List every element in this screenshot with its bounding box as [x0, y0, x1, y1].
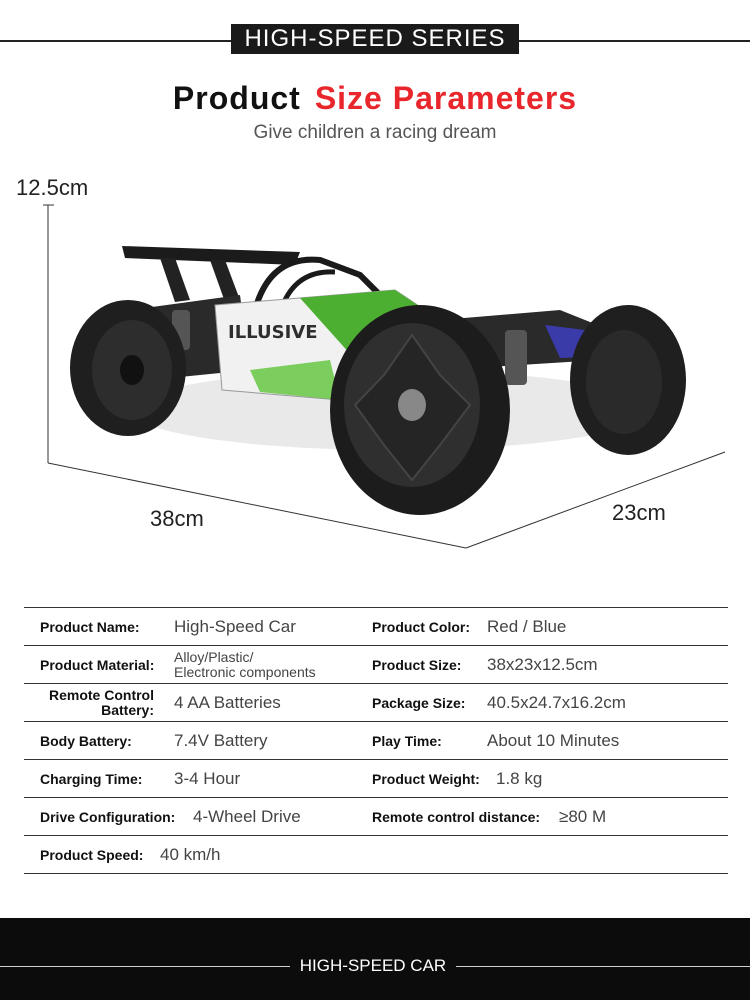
spec-row [24, 722, 728, 760]
series-badge: HIGH-SPEED SERIES [231, 24, 519, 54]
title-product: Product [172, 80, 301, 116]
width-dimension-label: 23cm [612, 500, 666, 525]
spec-label-line: Battery: [101, 702, 154, 718]
spec-value: Red / Blue [487, 617, 567, 636]
spec-label: Product Color: [372, 619, 470, 635]
spec-value-line: Electronic components [174, 664, 316, 680]
spec-row [24, 608, 728, 646]
spec-row [24, 646, 728, 684]
page-title [0, 80, 750, 117]
footer-title: HIGH-SPEED CAR [299, 956, 447, 975]
width-dimension-line [466, 452, 725, 548]
spec-value: 7.4V Battery [174, 731, 268, 750]
spec-row [24, 798, 728, 836]
spec-label: Body Battery: [40, 733, 132, 749]
spec-label: Product Weight: [372, 771, 480, 787]
rear-left-wheel [70, 300, 186, 436]
title-size-parameters: Size Parameters [314, 80, 578, 116]
car-label-text: ILLUSIVE [228, 322, 318, 343]
spec-value-multiline [174, 646, 316, 684]
spec-value: 40 km/h [160, 845, 221, 864]
spec-table [24, 607, 728, 874]
spec-value: ≥80 M [559, 807, 607, 826]
spec-value: About 10 Minutes [487, 731, 620, 750]
car-dimension-diagram [0, 160, 750, 580]
spec-value: 4-Wheel Drive [193, 807, 301, 826]
spec-label: Charging Time: [40, 771, 143, 787]
spec-value: 4 AA Batteries [174, 693, 281, 712]
spec-label: Product Name: [40, 619, 140, 635]
page-subtitle: Give children a racing dream [253, 122, 497, 143]
spec-value: 1.8 kg [496, 769, 543, 788]
spec-row [24, 760, 728, 798]
spec-label: Package Size: [372, 695, 466, 711]
spec-label: Play Time: [372, 733, 442, 749]
length-dimension-label: 38cm [150, 506, 204, 531]
front-shock [505, 330, 527, 385]
spec-label: Product Speed: [40, 847, 144, 863]
rear-right-wheel [248, 310, 332, 410]
spec-label: Drive Configuration: [40, 809, 176, 825]
spec-label: Product Size: [372, 657, 462, 673]
spec-value: 40.5x24.7x16.2cm [487, 693, 626, 712]
footer-rule-right [456, 966, 750, 967]
front-right-wheel [570, 305, 686, 455]
spec-label: Remote control distance: [372, 809, 541, 825]
spec-label: Product Material: [40, 657, 155, 673]
spec-label-line: Remote Control [49, 687, 154, 703]
spec-value: 38x23x12.5cm [487, 655, 598, 674]
front-left-wheel [330, 305, 510, 515]
spec-label-multiline [40, 684, 154, 722]
height-dimension-label: 12.5cm [16, 175, 89, 200]
spec-value-line: Alloy/Plastic/ [174, 649, 254, 665]
spec-value: 3-4 Hour [174, 769, 241, 788]
spec-value: High-Speed Car [174, 617, 296, 636]
spec-row [24, 684, 728, 722]
footer-banner [0, 918, 750, 1000]
footer-rule-left [0, 966, 290, 967]
spec-row [24, 836, 728, 874]
